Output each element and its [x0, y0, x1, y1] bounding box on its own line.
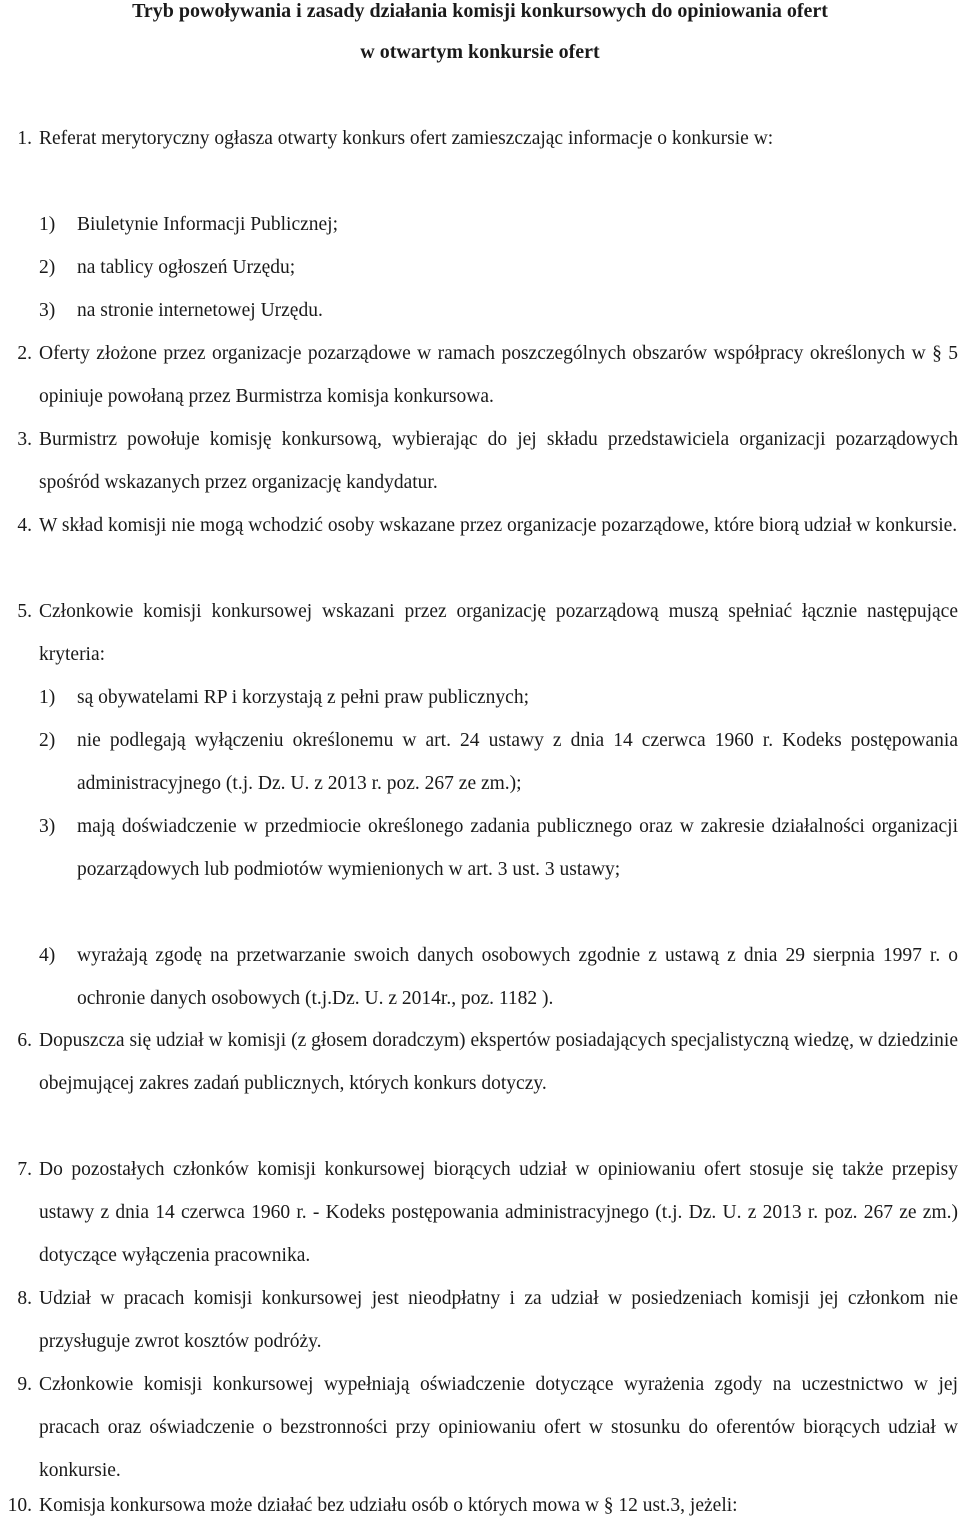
list-item-number: 1.: [17, 128, 32, 149]
list-item-number: 5.: [17, 601, 32, 622]
list-item-text: Oferty złożone przez organizacje pozarządowe w ramach poszczególnych obszarów współpracy określonych w § 5 opiniuje powołaną przez Burmistrza komisja konkursowa.: [39, 343, 958, 407]
sub-item-text: nie podlegają wyłączeniu określonemu w art. 24 ustawy z dnia 14 czerwca 1960 r. Kodeks postępowania administracyjnego (t.j. Dz. U. z 2013 r. poz. 267 ze zm.);: [77, 730, 958, 794]
list-item-number: 8.: [17, 1288, 32, 1309]
sub-item-number: 2): [39, 257, 56, 278]
sub-item-number: 4): [39, 945, 56, 966]
sub-item-1-1: [39, 203, 958, 246]
sub-item-1-3: [39, 289, 958, 332]
list-item-text: Burmistrz powołuje komisję konkursową, wybierając do jej składu przedstawiciela organizacji pozarządowych spośród wskazanych przez organizację kandydatur.: [39, 429, 958, 493]
sub-item-number: 1): [39, 687, 56, 708]
list-item-4: [0, 504, 958, 547]
list-item-text: Udział w pracach komisji konkursowej jest nieodpłatny i za udział w posiedzeniach komisji jej członkom nie przysługuje zwrot kosztów podróży.: [39, 1288, 958, 1352]
sub-item-5-2: [39, 719, 958, 805]
sub-item-text: na tablicy ogłoszeń Urzędu;: [77, 257, 296, 278]
sub-item-5-4: [39, 934, 958, 1020]
list-item-text: Członkowie komisji konkursowej wskazani przez organizację pozarządową muszą spełniać łącznie następujące kryteria:: [39, 601, 958, 665]
list-item-number: 4.: [17, 515, 32, 536]
sub-item-number: 1): [39, 214, 56, 235]
list-item-6: [0, 1019, 958, 1105]
list-item-7: [0, 1148, 958, 1277]
list-item-number: 2.: [17, 343, 32, 364]
list-item-9: [0, 1363, 958, 1492]
sub-item-text: mają doświadczenie w przedmiocie określonego zadania publicznego oraz w zakresie działalności organizacji pozarządowych lub podmiotów wymienionych w art. 3 ust. 3 ustawy;: [77, 816, 958, 880]
list-item-number: 9.: [17, 1374, 32, 1395]
list-item-2: [0, 332, 958, 418]
sub-item-1-2: [39, 246, 958, 289]
list-item-number: 10.: [7, 1495, 32, 1516]
list-item-3: [0, 418, 958, 504]
list-item-text: Dopuszcza się udział w komisji (z głosem doradczym) ekspertów posiadających specjalistyczną wiedzę, w dziedzinie obejmującej zakres zadań publicznych, których konkurs dotyczy.: [39, 1030, 958, 1094]
list-item-5: [0, 590, 958, 676]
sub-item-number: 3): [39, 816, 56, 837]
list-item-number: 7.: [17, 1159, 32, 1180]
sub-item-text: na stronie internetowej Urzędu.: [77, 300, 323, 321]
document-title-line-2: w otwartym konkursie ofert: [360, 41, 600, 63]
sub-item-text: wyrażają zgodę na przetwarzanie swoich danych osobowych zgodnie z ustawą z dnia 29 sierpnia 1997 r. o ochronie danych osobowych (t.j.Dz. U. z 2014r., poz. 1182 ).: [77, 945, 958, 1009]
list-item-text: Do pozostałych członków komisji konkursowej biorących udział w opiniowaniu ofert stosuje się także przepisy ustawy z dnia 14 czerwca 1960 r. - Kodeks postępowania administracyjnego (t.j. Dz. U. z 2013 r. poz. 267 ze zm.) dotyczące wyłączenia pracownika.: [39, 1159, 958, 1266]
list-item-number: 3.: [17, 429, 32, 450]
sub-item-text: Biuletynie Informacji Publicznej;: [77, 214, 339, 235]
list-item-number: 6.: [17, 1030, 32, 1051]
list-item-text: Referat merytoryczny ogłasza otwarty konkurs ofert zamieszczając informacje o konkursie w:: [39, 128, 774, 149]
sub-item-text: są obywatelami RP i korzystają z pełni praw publicznych;: [77, 687, 529, 708]
list-item-10: [0, 1484, 958, 1527]
document-title-line-1: Tryb powoływania i zasady działania komisji konkursowych do opiniowania ofert: [132, 0, 828, 22]
sub-item-5-3: [39, 805, 958, 891]
list-item-text: Komisja konkursowa może działać bez udziału osób o których mowa w § 12 ust.3, jeżeli:: [39, 1495, 738, 1516]
list-item-8: [0, 1277, 958, 1363]
sub-item-5-1: [39, 676, 958, 719]
list-item-1: [0, 117, 958, 160]
list-item-text: Członkowie komisji konkursowej wypełniają oświadczenie dotyczące wyrażenia zgody na uczestnictwo w jej pracach oraz oświadczenie o bezstronności przy opiniowaniu ofert w stosunku do oferentów biorących udział w konkursie.: [39, 1374, 958, 1481]
sub-item-number: 2): [39, 730, 56, 751]
sub-item-number: 3): [39, 300, 56, 321]
list-item-text: W skład komisji nie mogą wchodzić osoby wskazane przez organizacje pozarządowe, które biorą udział w konkursie.: [39, 515, 958, 536]
